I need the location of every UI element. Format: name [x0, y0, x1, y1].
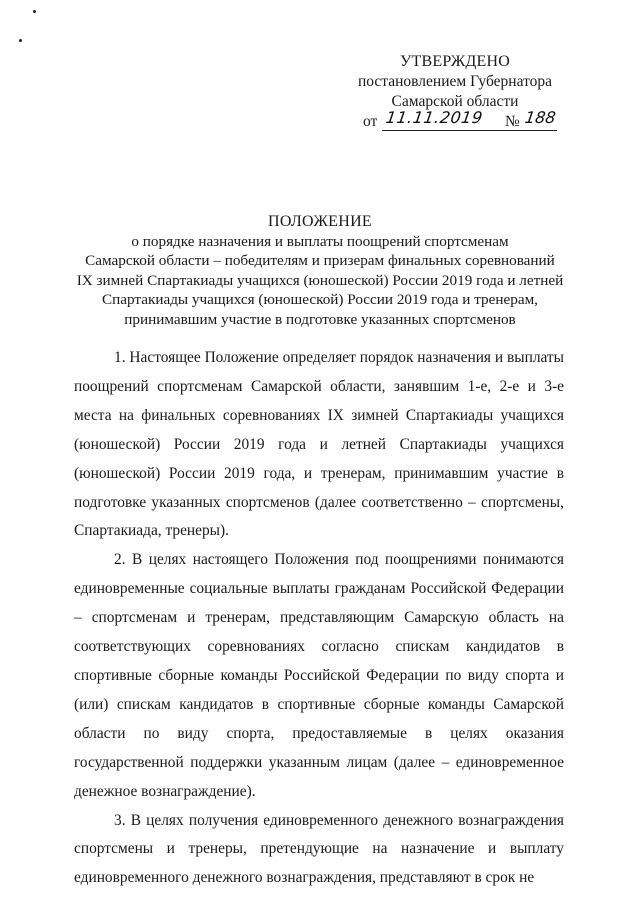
- date-prefix: от: [363, 113, 378, 130]
- document-title-block: [40, 212, 600, 329]
- title-line: о порядке назначения и выплаты поощрений спортсменам: [131, 232, 509, 250]
- paragraph-2: 2. В целях настоящего Положения под поощрениями понимаются единовременные социальные выплаты гражданам Российской Федерации – спортсменам и тренерам, представляющим Самарскую область на соответствующих соревнованиях согласно спискам кандидатов в спортивные сборные команды Российской Федерации по виду спорта и (или) спискам кандидатов в спортивные сборные команды Самарской области по виду спорта, предоставляемые в целях оказания государственной поддержки указанным лицам (далее – единовременное денежное вознаграждение).: [74, 551, 564, 800]
- title-line: принимавшим участие в подготовке указанных спортсменов: [124, 310, 516, 328]
- handwritten-date: 11.11.2019: [384, 108, 485, 127]
- approval-line: постановлением Губернатора: [357, 73, 553, 90]
- number-prefix: №: [505, 113, 520, 130]
- approval-stamp: [330, 52, 580, 134]
- scan-speck: [19, 39, 22, 42]
- title-line: IX зимней Спартакиады учащихся (юношеской) России 2019 года и летней: [76, 271, 564, 289]
- approval-date-line: [330, 108, 580, 134]
- approval-line: Самарской области: [391, 93, 519, 110]
- paragraph-3: 3. В целях получения единовременного денежного вознаграждения спортсмены и тренеры, претендующие на назначение и выплату единовременного денежного вознаграждения, представляют в срок не: [74, 811, 564, 887]
- title-line: Спартакиады учащихся (юношеской) России 2019 года и тренерам,: [102, 291, 538, 308]
- document-body: [74, 344, 564, 893]
- title-line: Самарской области – победителям и призерам финальных соревнований: [85, 252, 555, 269]
- scan-speck: [33, 10, 36, 13]
- document-title: ПОЛОЖЕНИЕ: [267, 213, 372, 230]
- handwritten-number: 188: [523, 108, 557, 127]
- approval-heading: УТВЕРЖДЕНО: [399, 53, 510, 70]
- paragraph-1: 1. Настоящее Положение определяет порядок назначения и выплаты поощрений спортсменам Самарской области, занявшим 1-е, 2-е и 3-е места на финальных соревнованиях IX зимней Спартакиады учащихся (юношеской) России 2019 года и летней Спартакиады учащихся (юношеской) России 2019 года, и тренерам, принимавшим участие в подготовке указанных спортсменов (далее соответственно – спортсмены, Спартакиада, тренеры).: [74, 349, 564, 540]
